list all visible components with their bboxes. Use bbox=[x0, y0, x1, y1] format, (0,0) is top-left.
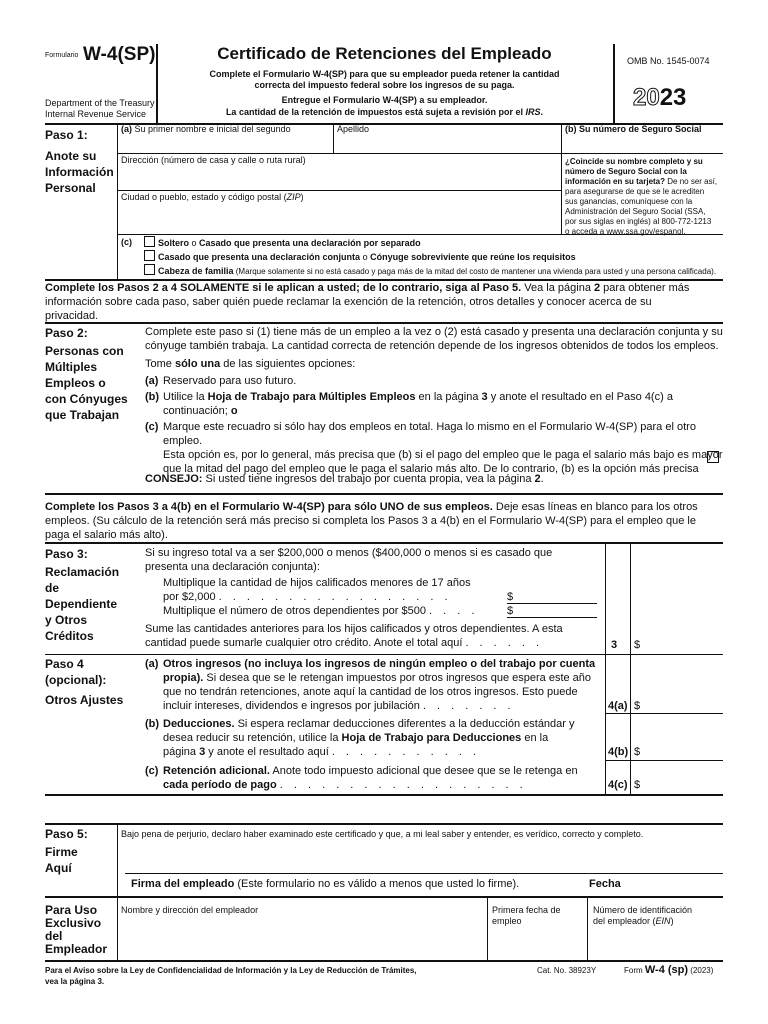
step3-col-2 bbox=[630, 542, 631, 654]
step4-label: Paso 4 (opcional): Otros Ajustes bbox=[45, 657, 124, 707]
ein-input[interactable] bbox=[591, 930, 721, 956]
step2-tip: CONSEJO: Si usted tiene ingresos del trabajo por cuenta propia, vea la página 2. bbox=[145, 473, 544, 485]
rule-4a bbox=[605, 713, 723, 714]
single-checkbox[interactable] bbox=[144, 236, 155, 247]
first-name-label: (a) Su primer nombre e inicial del segundo bbox=[121, 124, 291, 134]
employer-name-label: Nombre y dirección del empleador bbox=[121, 905, 259, 915]
line-4c-input[interactable] bbox=[644, 776, 722, 790]
line-4b-input[interactable] bbox=[644, 743, 722, 757]
others-amount-input[interactable] bbox=[517, 604, 597, 616]
employer-col-2 bbox=[487, 896, 488, 960]
step2-c-key: (c) bbox=[145, 421, 159, 433]
step2-c-text: Marque este recuadro si sólo hay dos empleos en total. Haga lo mismo en el Formulario W-4(SP) para el otro empleo. Esta opción es, por lo general, más precisa que (b) si el pago del empleo que le paga el salario más bajo es mayor que la mitad del pago del empleo que le paga el salario más alto. De lo contrario, (b) es la opción más precisa bbox=[163, 421, 723, 475]
step1-left-border bbox=[117, 123, 118, 279]
address-label: Dirección (número de casa y calle o ruta rural) bbox=[121, 155, 306, 165]
step4-col-2 bbox=[630, 654, 631, 794]
rule-name bbox=[117, 153, 723, 154]
filing-single: Soltero o Casado que presenta una declaración por separado bbox=[144, 236, 421, 249]
first-date-input[interactable] bbox=[491, 930, 583, 956]
rule-4b bbox=[605, 760, 723, 761]
rule-step5-start bbox=[45, 823, 723, 825]
header-line-3: Entregue el Formulario W-4(SP) a su empleador. bbox=[281, 95, 488, 105]
step3-sum: Sume las cantidades anteriores para los hijos calificados y otros dependientes. A esta cantidad puede sumarle cualquier otro crédito. Anote el total aquí . . . . . . bbox=[145, 623, 563, 649]
step3-intro: Si su ingreso total va a ser $200,000 o menos ($400,000 o menos si es casado que presenta una declaración conjunta): bbox=[145, 547, 553, 573]
step3-label: Paso 3: Reclamación de Dependiente y Otros Créditos bbox=[45, 547, 120, 643]
ssn-label: (b) Su número de Seguro Social bbox=[565, 124, 702, 134]
step2-b-key: (b) bbox=[145, 391, 160, 403]
step5-label: Paso 5: Firme Aquí bbox=[45, 827, 88, 875]
step2-b-text: Utilice la Hoja de Trabajo para Múltiples Empleos en la página 3 y anote el resultado en el Paso 4(c) a continuación; o bbox=[163, 391, 673, 417]
line-4c-dollar: $ bbox=[634, 779, 641, 791]
ssn-split bbox=[561, 123, 562, 234]
step2-choose: Tome sólo una de las siguientes opciones: bbox=[145, 358, 356, 370]
header-line-2: correcta del impuesto federal sobre los ingresos de su paga. bbox=[254, 80, 515, 90]
employer-label: Para Uso Exclusivo del Empleador bbox=[45, 903, 108, 956]
address-input[interactable] bbox=[121, 167, 557, 187]
line-4a-number: 4(a) bbox=[608, 700, 628, 712]
step5-left-border bbox=[117, 823, 118, 896]
ein-label: Número de identificación del empleador (EIN) bbox=[593, 905, 693, 926]
date-label: Fecha bbox=[589, 878, 621, 890]
children-dollar: $ bbox=[507, 591, 514, 603]
rule-footer bbox=[45, 960, 723, 962]
employer-col-3 bbox=[587, 896, 588, 960]
privacy-notice: Para el Aviso sobre la Ley de Confidencialidad de Información y la Ley de Reducción de Trámites, vea la página 3. bbox=[45, 966, 417, 986]
tax-year bbox=[633, 84, 686, 112]
tax-year-bold: 23 bbox=[659, 84, 687, 111]
step2-label: Paso 2: Personas con Múltiples Empleos o con Cónyuges que Trabajan bbox=[45, 326, 128, 422]
line-4b-number: 4(b) bbox=[608, 746, 629, 758]
two-jobs-checkbox[interactable] bbox=[707, 451, 719, 463]
step3-children: Multiplique la cantidad de hijos calificados menores de 17 años por $2,000 . . . . . . . . . . . . . . . . . bbox=[163, 577, 471, 603]
line-3-input[interactable] bbox=[644, 636, 722, 652]
header-divider-right bbox=[613, 44, 615, 123]
omb-number: OMB No. 1545-0074 bbox=[627, 56, 710, 66]
last-name-input[interactable] bbox=[337, 136, 559, 152]
step4-c-key: (c) bbox=[145, 765, 159, 777]
ssn-note: ¿Coincide su nombre completo y su número de Seguro Social con la información en su tarjeta? De no ser así, para asegurarse de que se le acrediten sus ganancias, comuníquese con la Administración del Seguro Social (SSA, por sus siglas en inglés) al 800-772-1213 o acceda a www.ssa.gov/espanol. bbox=[565, 157, 718, 236]
line-4a-input[interactable] bbox=[644, 697, 722, 711]
filing-hoh: Cabeza de familia (Marque solamente si no está casado y paga más de la mitad del costo de mantener una vivienda para usted y una persona calificada). bbox=[144, 264, 716, 277]
signature-label: Firma del empleado (Este formulario no es válido a menos que usted lo firme). bbox=[131, 878, 520, 890]
line-3-number: 3 bbox=[611, 639, 618, 651]
step2-intro: Complete este paso si (1) tiene más de un empleo a la vez o (2) está casado y presenta una declaración conjunta y su cónyuge también trabaja. La cantidad correcta de retención depende de los ingresos obtenidos de todos los empleos. bbox=[145, 326, 723, 352]
line-3-dollar: $ bbox=[634, 639, 641, 651]
filing-status-key: (c) bbox=[121, 237, 132, 247]
dept-line-2: Internal Revenue Service bbox=[45, 109, 147, 119]
step4-b-text: Deducciones. Si espera reclamar deducciones diferentes a la deducción estándar y desea reducir su retención, utilice la Hoja de Trabajo para Deducciones en la página 3 y anote el resultado aquí . . . . . . . . . . . bbox=[163, 718, 575, 758]
step4-c-text: Retención adicional. Anote todo impuesto adicional que desee que se le retenga en cada período de pago . . . . . . . . . . . . . . . . . . bbox=[163, 765, 578, 791]
employer-col-1 bbox=[117, 896, 118, 960]
header-instructions bbox=[156, 69, 613, 118]
last-name-label: Apellido bbox=[337, 124, 370, 134]
form-title: Certificado de Retenciones del Empleado bbox=[217, 44, 552, 63]
step2-a-key: (a) bbox=[145, 375, 159, 387]
signature-line bbox=[125, 873, 723, 874]
instruction-steps-3-4b: Complete los Pasos 3 a 4(b) en el Formulario W-4(SP) para sólo UNO de sus empleos. Deje esas líneas en blanco para los otros empleos. (Su cálculo de la retención será más preciso si completa los Pasos 3 a 4(b) en el Formulario W-4(SP) para el empleo que le paga el salario más alto). bbox=[45, 501, 698, 541]
date-input[interactable] bbox=[588, 848, 718, 872]
form-name: W-4(SP) bbox=[83, 44, 156, 65]
others-dollar: $ bbox=[507, 605, 514, 617]
signature-input[interactable] bbox=[125, 848, 575, 872]
children-amount-input[interactable] bbox=[517, 590, 597, 602]
header-line-4: La cantidad de la retención de impuestos está sujeta a revisión por el IRS. bbox=[225, 107, 544, 117]
step1-label: Paso 1: Anote su Información Personal bbox=[45, 128, 114, 195]
rule-city bbox=[117, 234, 723, 235]
line-4c-number: 4(c) bbox=[608, 779, 628, 791]
header-line-1: Complete el Formulario W-4(SP) para que su empleador pueda retener la cantidad bbox=[209, 69, 560, 79]
perjury-statement: Bajo pena de perjurio, declaro haber examinado este certificado y que, a mi leal saber y entender, es verídico, correcto y completo. bbox=[121, 829, 644, 839]
employer-name-input[interactable] bbox=[121, 918, 483, 956]
ssn-input[interactable] bbox=[565, 136, 721, 152]
first-name-input[interactable] bbox=[121, 136, 331, 152]
step4-b-key: (b) bbox=[145, 718, 160, 730]
city-input[interactable] bbox=[121, 204, 557, 230]
footer-form-id: Form W-4 (sp) (2023) bbox=[624, 964, 714, 976]
city-label: Ciudad o pueblo, estado y código postal (ZIP) bbox=[121, 192, 304, 202]
step3-others: Multiplique el número de otros dependientes por $500 . . . . bbox=[163, 605, 479, 617]
step2-a-text: Reservado para uso futuro. bbox=[163, 375, 297, 387]
catalog-number: Cat. No. 38923Y bbox=[537, 966, 597, 975]
form-prefix: Formulario bbox=[45, 52, 79, 59]
rule-address bbox=[117, 190, 561, 191]
step4-col-1 bbox=[605, 654, 606, 794]
line-4b-dollar: $ bbox=[634, 746, 641, 758]
joint-checkbox[interactable] bbox=[144, 250, 155, 261]
hoh-checkbox[interactable] bbox=[144, 264, 155, 275]
line-4a-dollar: $ bbox=[634, 700, 641, 712]
dept-line-1: Department of the Treasury bbox=[45, 98, 155, 108]
rule-step4-end bbox=[45, 794, 723, 796]
rule-step2-end bbox=[45, 493, 723, 495]
tax-year-outline: 20 bbox=[633, 84, 660, 111]
rule-step2-start bbox=[45, 322, 723, 324]
rule-employer-start bbox=[45, 896, 723, 898]
first-date-label: Primera fecha de empleo bbox=[492, 905, 561, 926]
others-amount-line bbox=[507, 617, 597, 618]
filing-joint: Casado que presenta una declaración conjunta o Cónyuge sobreviviente que reúne los requisitos bbox=[144, 250, 576, 263]
step4-a-key: (a) bbox=[145, 658, 159, 670]
step4-a-text: Otros ingresos (no incluya los ingresos de ningún empleo o del trabajo por cuenta propia). Si desea que se le retengan impuestos por otros ingresos que espera este año que no tendrán retenciones, anote aquí la cantidad de los otros ingresos. Esto puede incluir intereses, dividendos e ingresos por jubilación . . . . . . . bbox=[163, 658, 596, 712]
name-split bbox=[333, 123, 334, 153]
rule-step3-end bbox=[45, 654, 723, 655]
instruction-steps-2-4: Complete los Pasos 2 a 4 SOLAMENTE si le aplican a usted; de lo contrario, siga al Paso 5. Vea la página 2 para obtener más información sobre cada paso, saber quién puede reclamar la exención de la retención, otros detalles y conocer acerca de su privacidad. bbox=[45, 282, 690, 322]
rule-step3-start bbox=[45, 542, 723, 544]
step3-col-1 bbox=[605, 542, 606, 654]
